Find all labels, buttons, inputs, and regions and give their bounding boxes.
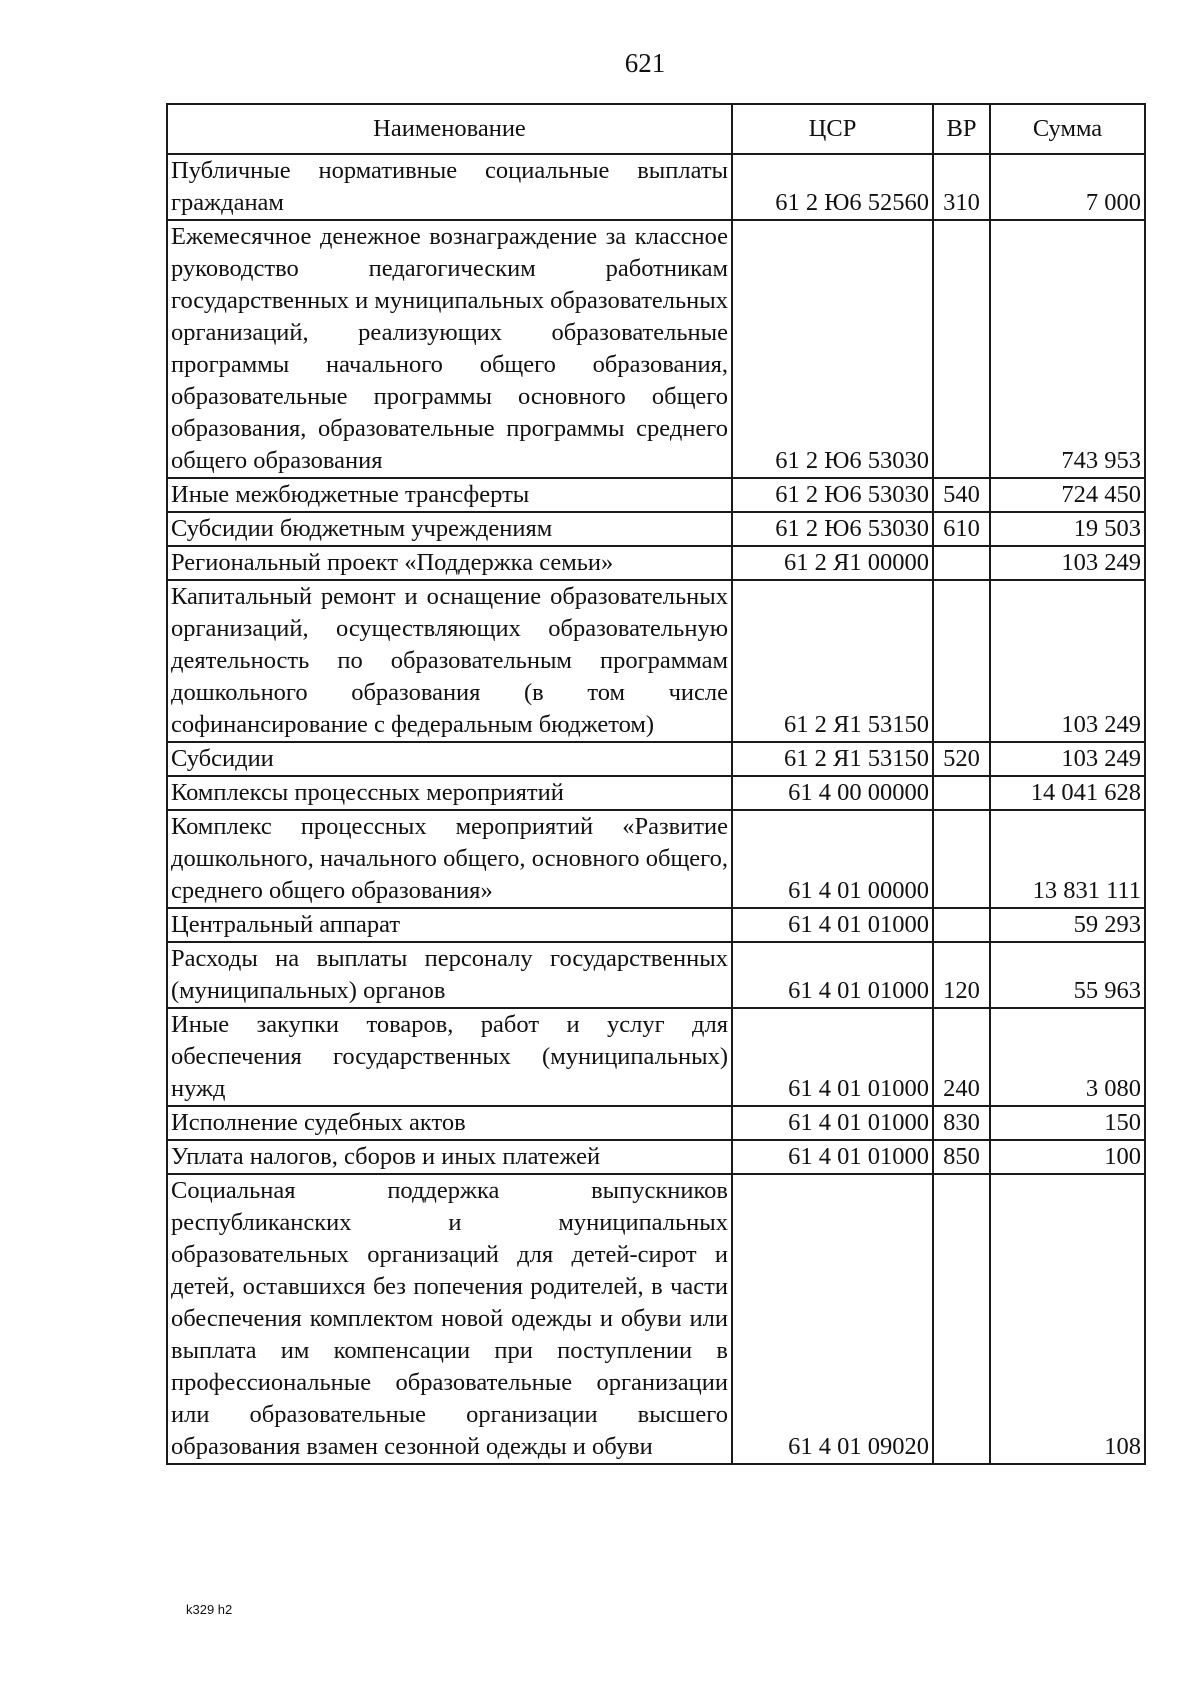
budget-table xyxy=(166,103,1146,1465)
row-csr: 61 4 01 01000 xyxy=(732,908,933,942)
document-code: k329 h2 xyxy=(186,1602,233,1617)
row-csr: 61 2 Ю6 53030 xyxy=(732,478,933,512)
header-name: Наименование xyxy=(167,104,732,154)
row-vr: 830 xyxy=(933,1106,990,1140)
row-sum: 108 xyxy=(990,1174,1145,1464)
row-vr xyxy=(933,1174,990,1464)
row-sum: 7 000 xyxy=(990,154,1145,220)
row-vr: 610 xyxy=(933,512,990,546)
row-vr xyxy=(933,580,990,742)
row-sum: 13 831 111 xyxy=(990,810,1145,908)
row-sum: 103 249 xyxy=(990,580,1145,742)
row-csr: 61 4 01 01000 xyxy=(732,1106,933,1140)
row-csr: 61 4 01 00000 xyxy=(732,810,933,908)
row-csr: 61 4 01 01000 xyxy=(732,1008,933,1106)
table-row xyxy=(167,478,1145,512)
row-vr: 310 xyxy=(933,154,990,220)
row-name: Центральный аппарат xyxy=(167,908,732,942)
row-csr: 61 4 01 01000 xyxy=(732,942,933,1008)
row-csr: 61 2 Ю6 53030 xyxy=(732,220,933,478)
row-vr: 520 xyxy=(933,742,990,776)
table-row xyxy=(167,154,1145,220)
page-number: 621 xyxy=(624,48,666,78)
row-vr xyxy=(933,810,990,908)
row-name: Публичные нормативные социальные выплаты гражданам xyxy=(167,154,732,220)
row-name: Социальная поддержка выпускников республиканских и муниципальных образовательных организаций для детей-сирот и детей, оставшихся без попечения родителей, в части обеспечения комплектом новой одежды и обуви или выплата им компенсации при поступлении в профессиональные образовательные организации или образовательные организации высшего образования взамен сезонной одежды и обуви xyxy=(167,1174,732,1464)
table-row xyxy=(167,220,1145,478)
table-row xyxy=(167,810,1145,908)
table-row xyxy=(167,1174,1145,1464)
row-name: Комплекс процессных мероприятий «Развитие дошкольного, начального общего, основного общего, среднего общего образования» xyxy=(167,810,732,908)
table-row xyxy=(167,1106,1145,1140)
row-name: Комплексы процессных мероприятий xyxy=(167,776,732,810)
row-name: Иные межбюджетные трансферты xyxy=(167,478,732,512)
row-vr: 120 xyxy=(933,942,990,1008)
row-vr: 240 xyxy=(933,1008,990,1106)
row-sum: 150 xyxy=(990,1106,1145,1140)
row-csr: 61 4 01 01000 xyxy=(732,1140,933,1174)
table-row xyxy=(167,942,1145,1008)
row-sum: 103 249 xyxy=(990,546,1145,580)
row-sum: 103 249 xyxy=(990,742,1145,776)
table-row xyxy=(167,1008,1145,1106)
row-sum: 724 450 xyxy=(990,478,1145,512)
row-name: Региональный проект «Поддержка семьи» xyxy=(167,546,732,580)
row-csr: 61 4 00 00000 xyxy=(732,776,933,810)
row-sum: 3 080 xyxy=(990,1008,1145,1106)
row-name: Иные закупки товаров, работ и услуг для обеспечения государственных (муниципальных) нужд xyxy=(167,1008,732,1106)
row-vr xyxy=(933,220,990,478)
row-sum: 14 041 628 xyxy=(990,776,1145,810)
row-vr: 540 xyxy=(933,478,990,512)
row-vr xyxy=(933,546,990,580)
table-row xyxy=(167,512,1145,546)
table-row xyxy=(167,1140,1145,1174)
table-row xyxy=(167,908,1145,942)
table-row xyxy=(167,742,1145,776)
row-name: Уплата налогов, сборов и иных платежей xyxy=(167,1140,732,1174)
row-csr: 61 2 Ю6 53030 xyxy=(732,512,933,546)
table-header-row xyxy=(167,104,1145,154)
row-csr: 61 2 Ю6 52560 xyxy=(732,154,933,220)
row-name: Субсидии xyxy=(167,742,732,776)
row-sum: 59 293 xyxy=(990,908,1145,942)
row-vr xyxy=(933,776,990,810)
row-sum: 55 963 xyxy=(990,942,1145,1008)
header-sum: Сумма xyxy=(990,104,1145,154)
row-sum: 100 xyxy=(990,1140,1145,1174)
row-csr: 61 4 01 09020 xyxy=(732,1174,933,1464)
row-name: Капитальный ремонт и оснащение образовательных организаций, осуществляющих образовательную деятельность по образовательным программам дошкольного образования (в том числе софинансирование с федеральным бюджетом) xyxy=(167,580,732,742)
header-csr: ЦСР xyxy=(732,104,933,154)
row-sum: 19 503 xyxy=(990,512,1145,546)
row-name: Ежемесячное денежное вознаграждение за классное руководство педагогическим работникам государственных и муниципальных образовательных организаций, реализующих образовательные программы начального общего образования, образовательные программы основного общего образования, образовательные программы среднего общего образования xyxy=(167,220,732,478)
row-vr xyxy=(933,908,990,942)
row-name: Расходы на выплаты персоналу государственных (муниципальных) органов xyxy=(167,942,732,1008)
row-csr: 61 2 Я1 53150 xyxy=(732,580,933,742)
header-vr: ВР xyxy=(933,104,990,154)
row-csr: 61 2 Я1 53150 xyxy=(732,742,933,776)
table-row xyxy=(167,580,1145,742)
row-name: Исполнение судебных актов xyxy=(167,1106,732,1140)
row-name: Субсидии бюджетным учреждениям xyxy=(167,512,732,546)
row-sum: 743 953 xyxy=(990,220,1145,478)
row-vr: 850 xyxy=(933,1140,990,1174)
table-row xyxy=(167,546,1145,580)
table-row xyxy=(167,776,1145,810)
row-csr: 61 2 Я1 00000 xyxy=(732,546,933,580)
